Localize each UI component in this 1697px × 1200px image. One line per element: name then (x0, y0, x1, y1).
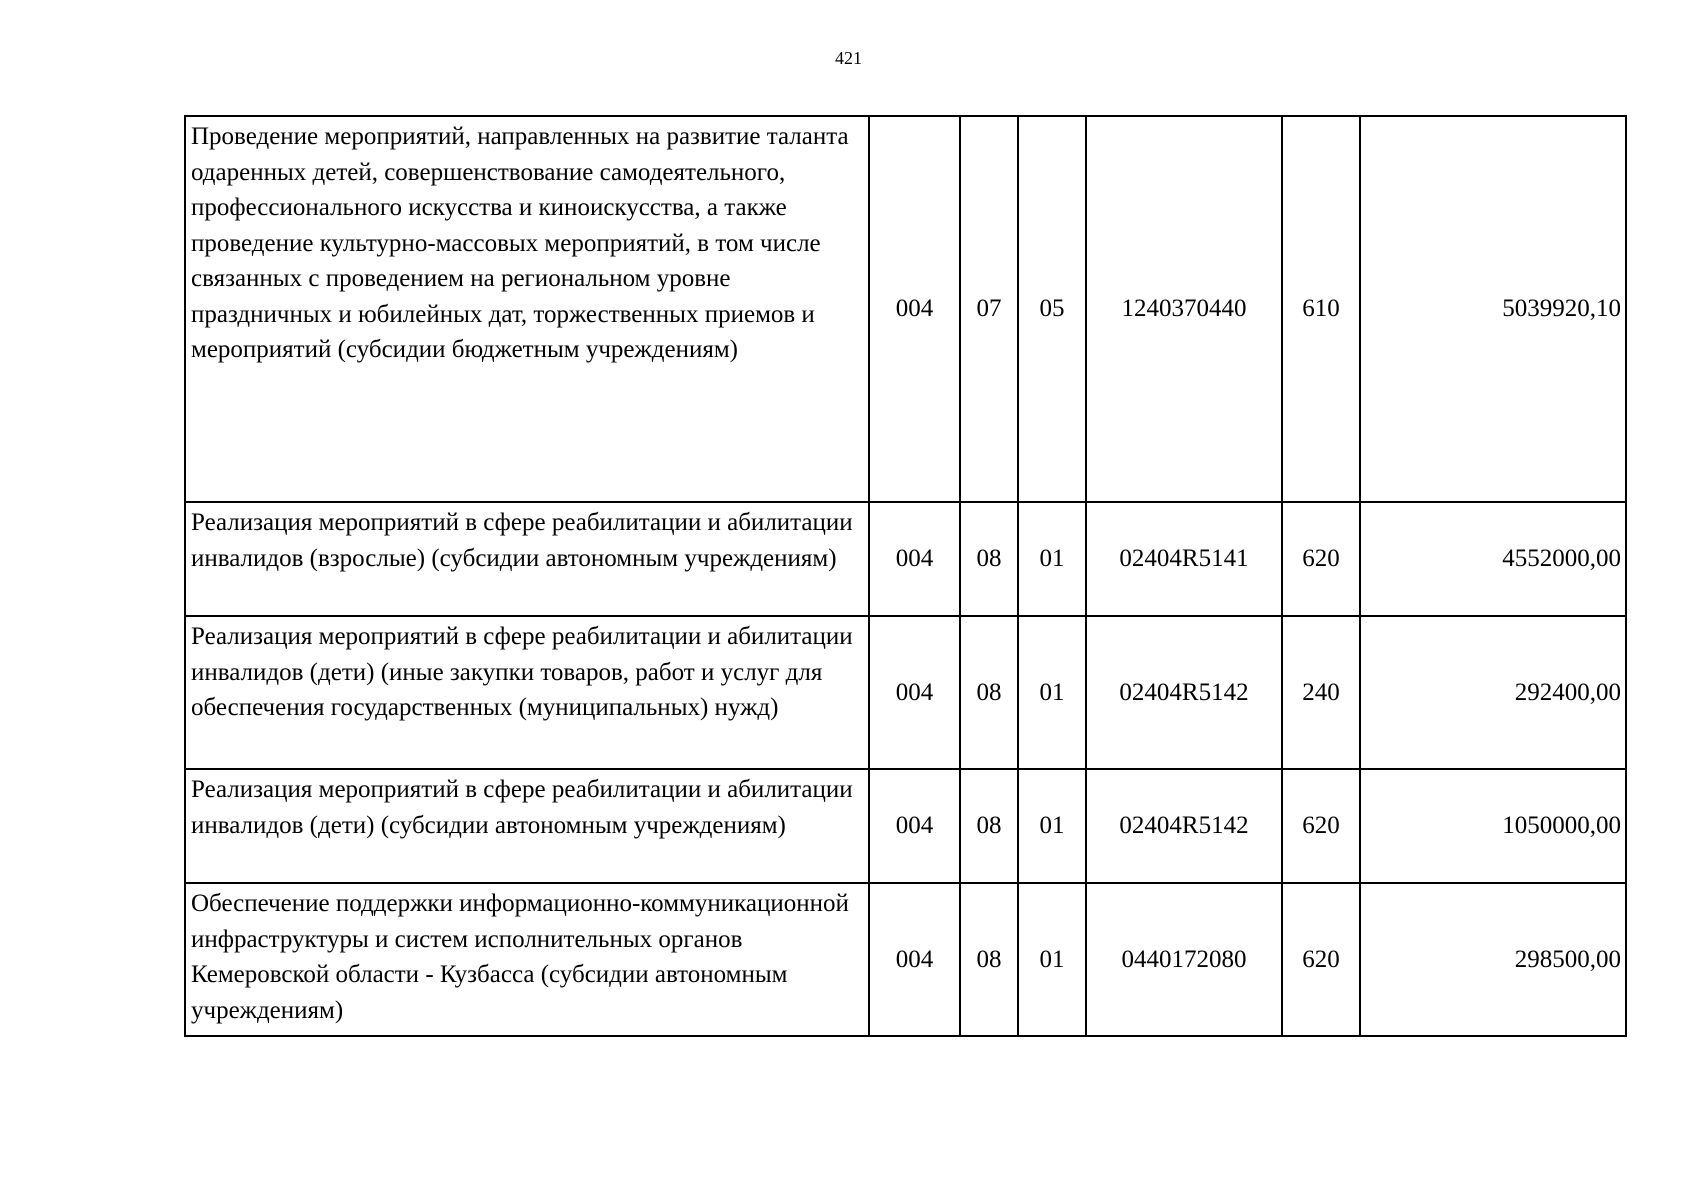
table-row (185, 769, 1626, 883)
row-target-article: 02404R5141 (1086, 502, 1282, 616)
row-amount: 4552000,00 (1360, 502, 1626, 616)
row-subsection-code: 05 (1018, 116, 1086, 502)
row-section-code: 08 (960, 769, 1018, 883)
row-amount: 292400,00 (1360, 616, 1626, 769)
row-expense-type: 610 (1282, 116, 1360, 502)
row-section-code: 08 (960, 502, 1018, 616)
row-expense-type: 240 (1282, 616, 1360, 769)
page-number: 421 (835, 48, 862, 68)
row-amount: 5039920,10 (1360, 116, 1626, 502)
row-ved-code: 004 (869, 883, 960, 1036)
table-row (185, 116, 1626, 502)
row-subsection-code: 01 (1018, 883, 1086, 1036)
row-description: Реализация мероприятий в сфере реабилитации и абилитации инвалидов (дети) (иные закупки товаров, работ и услуг для обеспечения государственных (муниципальных) нужд) (185, 616, 869, 769)
row-target-article: 02404R5142 (1086, 769, 1282, 883)
row-description: Обеспечение поддержки информационно-коммуникационной инфраструктуры и систем исполнительных органов Кемеровской области - Кузбасса (субсидии автономным учреждениям) (185, 883, 869, 1036)
row-subsection-code: 01 (1018, 616, 1086, 769)
row-subsection-code: 01 (1018, 769, 1086, 883)
row-target-article: 1240370440 (1086, 116, 1282, 502)
row-ved-code: 004 (869, 769, 960, 883)
row-section-code: 08 (960, 616, 1018, 769)
row-expense-type: 620 (1282, 769, 1360, 883)
row-expense-type: 620 (1282, 502, 1360, 616)
row-section-code: 08 (960, 883, 1018, 1036)
row-ved-code: 004 (869, 116, 960, 502)
row-amount: 1050000,00 (1360, 769, 1626, 883)
row-ved-code: 004 (869, 616, 960, 769)
row-description: Проведение мероприятий, направленных на развитие таланта одаренных детей, совершенствование самодеятельного, профессионального искусства и киноискусства, а также проведение культурно-массовых мероприятий, в том числе связанных с проведением на региональном уровне праздничных и юбилейных дат, торжественных приемов и мероприятий (субсидии бюджетным учреждениям) (185, 116, 869, 502)
row-target-article: 02404R5142 (1086, 616, 1282, 769)
row-expense-type: 620 (1282, 883, 1360, 1036)
row-section-code: 07 (960, 116, 1018, 502)
table-row (185, 616, 1626, 769)
table-row (185, 502, 1626, 616)
budget-table (184, 115, 1627, 1037)
row-ved-code: 004 (869, 502, 960, 616)
table-row (185, 883, 1626, 1036)
row-description: Реализация мероприятий в сфере реабилитации и абилитации инвалидов (взрослые) (субсидии автономным учреждениям) (185, 502, 869, 616)
row-amount: 298500,00 (1360, 883, 1626, 1036)
row-subsection-code: 01 (1018, 502, 1086, 616)
row-target-article: 0440172080 (1086, 883, 1282, 1036)
row-description: Реализация мероприятий в сфере реабилитации и абилитации инвалидов (дети) (субсидии автономным учреждениям) (185, 769, 869, 883)
